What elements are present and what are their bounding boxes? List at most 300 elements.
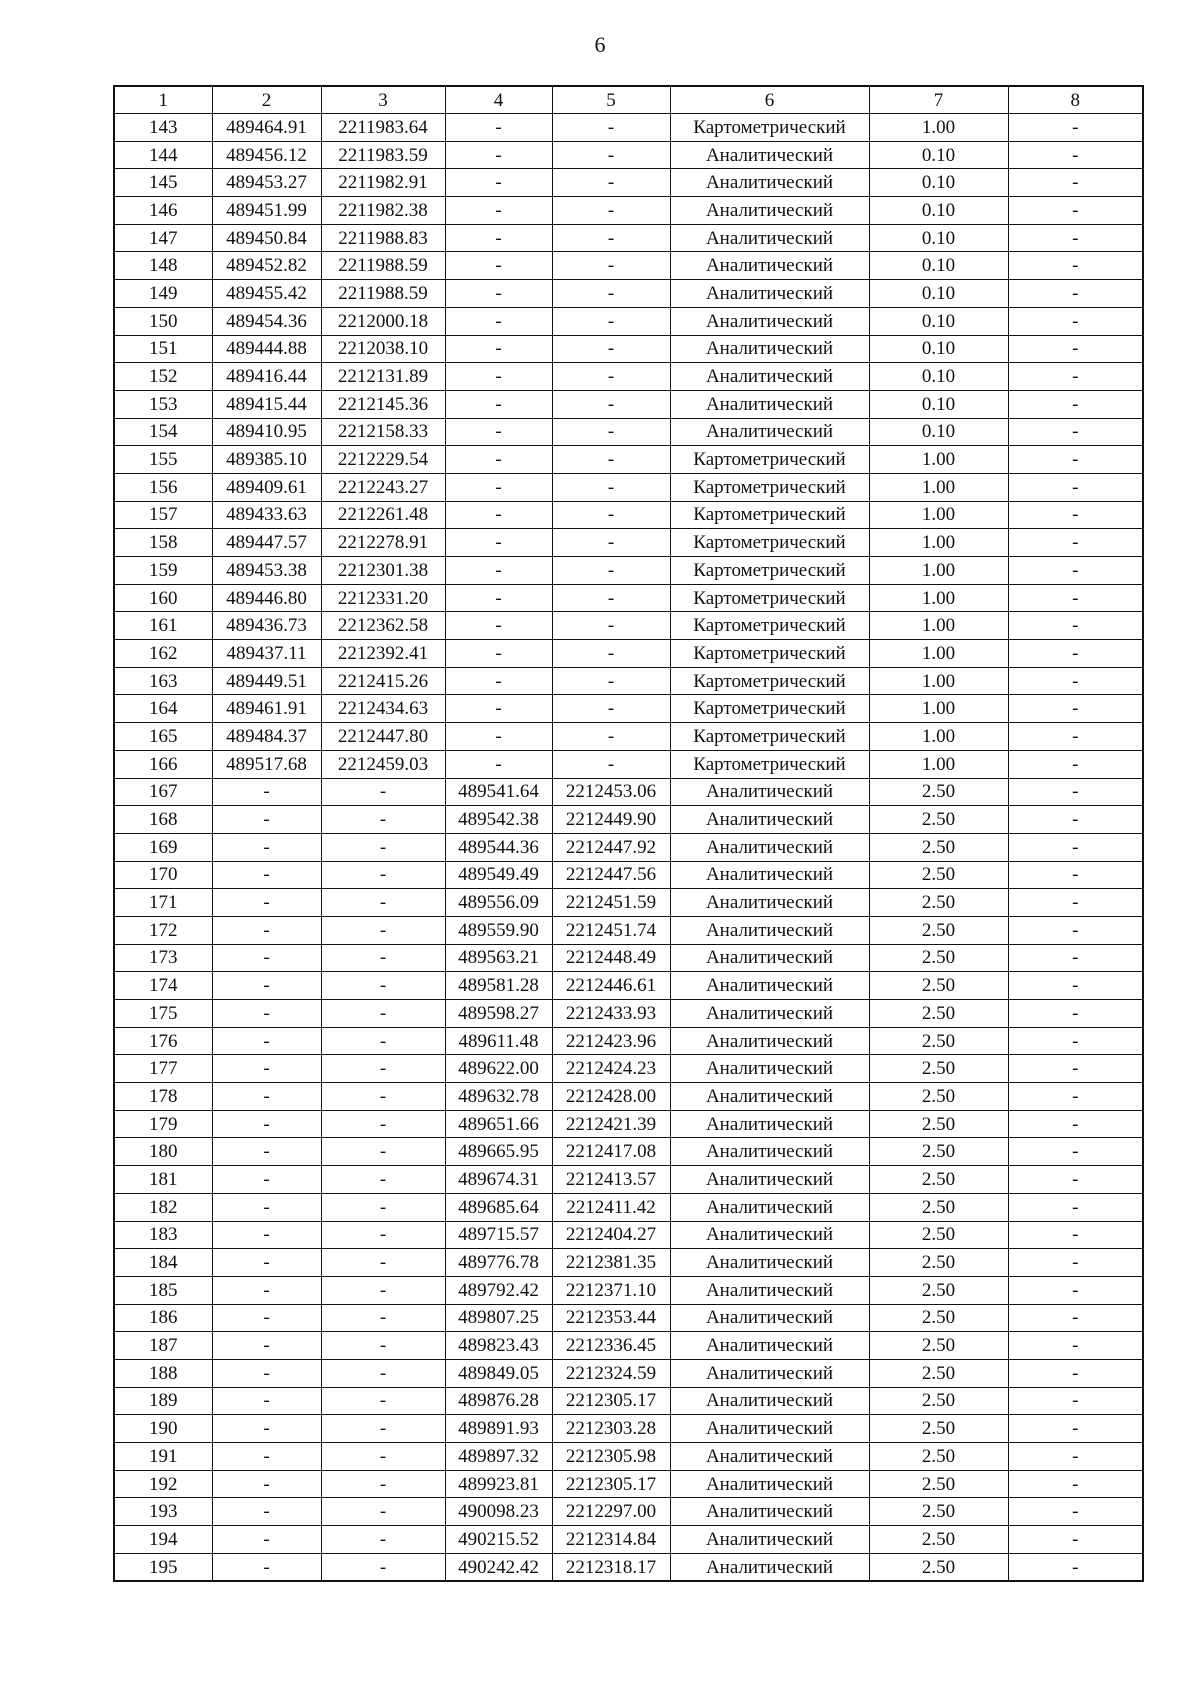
x-new-cell: 489665.95 — [445, 1138, 552, 1166]
y-cell: - — [321, 1055, 445, 1083]
x-cell: 489410.95 — [212, 418, 321, 446]
point-number-cell: 158 — [114, 529, 212, 557]
accuracy-cell: 2.50 — [869, 1110, 1008, 1138]
table-row — [114, 1498, 1143, 1526]
x-new-cell: - — [445, 640, 552, 668]
y-new-cell: - — [552, 224, 670, 252]
method-cell: Картометрический — [670, 446, 869, 474]
x-cell: - — [212, 1000, 321, 1028]
method-cell: Аналитический — [670, 1415, 869, 1443]
method-cell: Картометрический — [670, 114, 869, 142]
table-row — [114, 418, 1143, 446]
method-cell: Картометрический — [670, 612, 869, 640]
y-new-cell: - — [552, 390, 670, 418]
table-row — [114, 667, 1143, 695]
y-new-cell: - — [552, 750, 670, 778]
point-number-cell: 143 — [114, 114, 212, 142]
y-new-cell: 2212305.98 — [552, 1443, 670, 1471]
x-new-cell: - — [445, 557, 552, 585]
x-new-cell: 489556.09 — [445, 889, 552, 917]
accuracy-cell: 2.50 — [869, 916, 1008, 944]
y-cell: - — [321, 1443, 445, 1471]
point-number-cell: 144 — [114, 141, 212, 169]
y-cell: - — [321, 861, 445, 889]
x-cell: - — [212, 1443, 321, 1471]
column-header-8: 8 — [1008, 86, 1143, 114]
x-new-cell: - — [445, 473, 552, 501]
accuracy-cell: 2.50 — [869, 972, 1008, 1000]
table-row — [114, 529, 1143, 557]
x-new-cell: 489849.05 — [445, 1359, 552, 1387]
table-row — [114, 114, 1143, 142]
x-new-cell: 490242.42 — [445, 1553, 552, 1581]
x-cell: - — [212, 889, 321, 917]
y-cell: - — [321, 1083, 445, 1111]
method-cell: Аналитический — [670, 363, 869, 391]
x-cell: 489453.38 — [212, 557, 321, 585]
x-new-cell: - — [445, 418, 552, 446]
method-cell: Картометрический — [670, 667, 869, 695]
table-row — [114, 141, 1143, 169]
method-cell: Аналитический — [670, 1055, 869, 1083]
accuracy-cell: 1.00 — [869, 501, 1008, 529]
accuracy-cell: 0.10 — [869, 280, 1008, 308]
point-number-cell: 154 — [114, 418, 212, 446]
y-cell: 2211988.59 — [321, 252, 445, 280]
column-header-5: 5 — [552, 86, 670, 114]
y-cell: 2212434.63 — [321, 695, 445, 723]
method-cell: Аналитический — [670, 224, 869, 252]
method-cell: Картометрический — [670, 723, 869, 751]
point-number-cell: 178 — [114, 1083, 212, 1111]
x-new-cell: 489891.93 — [445, 1415, 552, 1443]
table-row — [114, 972, 1143, 1000]
accuracy-cell: 0.10 — [869, 197, 1008, 225]
table-row — [114, 1110, 1143, 1138]
y-cell: - — [321, 1498, 445, 1526]
method-cell: Картометрический — [670, 557, 869, 585]
table-row — [114, 280, 1143, 308]
y-new-cell: - — [552, 307, 670, 335]
description-cell: - — [1008, 169, 1143, 197]
point-number-cell: 188 — [114, 1359, 212, 1387]
x-new-cell: - — [445, 446, 552, 474]
table-row — [114, 889, 1143, 917]
y-new-cell: - — [552, 114, 670, 142]
x-new-cell: 489632.78 — [445, 1083, 552, 1111]
accuracy-cell: 2.50 — [869, 1470, 1008, 1498]
x-new-cell: - — [445, 141, 552, 169]
point-number-cell: 173 — [114, 944, 212, 972]
x-cell: 489456.12 — [212, 141, 321, 169]
y-new-cell: 2212446.61 — [552, 972, 670, 1000]
x-cell: - — [212, 972, 321, 1000]
point-number-cell: 169 — [114, 833, 212, 861]
accuracy-cell: 1.00 — [869, 667, 1008, 695]
method-cell: Аналитический — [670, 972, 869, 1000]
accuracy-cell: 0.10 — [869, 169, 1008, 197]
accuracy-cell: 2.50 — [869, 1276, 1008, 1304]
y-cell: - — [321, 1526, 445, 1554]
method-cell: Аналитический — [670, 390, 869, 418]
x-cell: - — [212, 1193, 321, 1221]
y-cell: 2212459.03 — [321, 750, 445, 778]
y-new-cell: 2212305.17 — [552, 1470, 670, 1498]
x-new-cell: 489715.57 — [445, 1221, 552, 1249]
column-header-7: 7 — [869, 86, 1008, 114]
method-cell: Аналитический — [670, 1387, 869, 1415]
point-number-cell: 175 — [114, 1000, 212, 1028]
y-new-cell: 2212417.08 — [552, 1138, 670, 1166]
accuracy-cell: 2.50 — [869, 1055, 1008, 1083]
method-cell: Аналитический — [670, 1553, 869, 1581]
point-number-cell: 147 — [114, 224, 212, 252]
point-number-cell: 148 — [114, 252, 212, 280]
point-number-cell: 163 — [114, 667, 212, 695]
point-number-cell: 155 — [114, 446, 212, 474]
point-number-cell: 190 — [114, 1415, 212, 1443]
y-cell: - — [321, 1027, 445, 1055]
table-row — [114, 1526, 1143, 1554]
point-number-cell: 159 — [114, 557, 212, 585]
table-header-row — [114, 86, 1143, 114]
x-new-cell: - — [445, 584, 552, 612]
y-new-cell: - — [552, 584, 670, 612]
method-cell: Картометрический — [670, 501, 869, 529]
table-row — [114, 1249, 1143, 1277]
accuracy-cell: 1.00 — [869, 584, 1008, 612]
method-cell: Аналитический — [670, 1138, 869, 1166]
point-number-cell: 145 — [114, 169, 212, 197]
accuracy-cell: 1.00 — [869, 640, 1008, 668]
description-cell: - — [1008, 1249, 1143, 1277]
table-row — [114, 750, 1143, 778]
y-cell: 2212362.58 — [321, 612, 445, 640]
accuracy-cell: 2.50 — [869, 778, 1008, 806]
x-new-cell: - — [445, 307, 552, 335]
y-new-cell: 2212413.57 — [552, 1166, 670, 1194]
method-cell: Аналитический — [670, 1332, 869, 1360]
y-new-cell: 2212433.93 — [552, 1000, 670, 1028]
x-new-cell: 489611.48 — [445, 1027, 552, 1055]
accuracy-cell: 1.00 — [869, 529, 1008, 557]
x-new-cell: - — [445, 169, 552, 197]
description-cell: - — [1008, 1166, 1143, 1194]
accuracy-cell: 1.00 — [869, 446, 1008, 474]
accuracy-cell: 2.50 — [869, 1387, 1008, 1415]
x-cell: - — [212, 1359, 321, 1387]
accuracy-cell: 2.50 — [869, 833, 1008, 861]
page-number: 6 — [594, 32, 606, 57]
y-cell: 2212243.27 — [321, 473, 445, 501]
table-row — [114, 806, 1143, 834]
method-cell: Аналитический — [670, 861, 869, 889]
y-new-cell: - — [552, 667, 670, 695]
description-cell: - — [1008, 197, 1143, 225]
y-new-cell: - — [552, 529, 670, 557]
y-new-cell: 2212453.06 — [552, 778, 670, 806]
x-new-cell: - — [445, 363, 552, 391]
method-cell: Аналитический — [670, 1083, 869, 1111]
point-number-cell: 183 — [114, 1221, 212, 1249]
description-cell: - — [1008, 723, 1143, 751]
method-cell: Аналитический — [670, 1304, 869, 1332]
x-new-cell: 489651.66 — [445, 1110, 552, 1138]
x-cell: - — [212, 778, 321, 806]
table-row — [114, 446, 1143, 474]
description-cell: - — [1008, 640, 1143, 668]
y-new-cell: - — [552, 280, 670, 308]
description-cell: - — [1008, 473, 1143, 501]
column-header-6: 6 — [670, 86, 869, 114]
table-row — [114, 833, 1143, 861]
accuracy-cell: 0.10 — [869, 418, 1008, 446]
table-row — [114, 916, 1143, 944]
description-cell: - — [1008, 889, 1143, 917]
y-cell: - — [321, 1332, 445, 1360]
x-cell: - — [212, 944, 321, 972]
table-row — [114, 1359, 1143, 1387]
x-cell: 489454.36 — [212, 307, 321, 335]
y-new-cell: - — [552, 335, 670, 363]
table-row — [114, 501, 1143, 529]
x-new-cell: 490098.23 — [445, 1498, 552, 1526]
description-cell: - — [1008, 584, 1143, 612]
y-cell: 2211982.38 — [321, 197, 445, 225]
point-number-cell: 194 — [114, 1526, 212, 1554]
x-cell: - — [212, 1249, 321, 1277]
x-cell: - — [212, 1304, 321, 1332]
x-new-cell: 489542.38 — [445, 806, 552, 834]
table-row — [114, 390, 1143, 418]
table-row — [114, 861, 1143, 889]
column-header-4: 4 — [445, 86, 552, 114]
y-cell: 2212229.54 — [321, 446, 445, 474]
y-new-cell: 2212421.39 — [552, 1110, 670, 1138]
x-cell: - — [212, 1415, 321, 1443]
x-cell: - — [212, 1498, 321, 1526]
point-number-cell: 156 — [114, 473, 212, 501]
x-cell: - — [212, 1470, 321, 1498]
method-cell: Картометрический — [670, 584, 869, 612]
point-number-cell: 193 — [114, 1498, 212, 1526]
accuracy-cell: 2.50 — [869, 1526, 1008, 1554]
point-number-cell: 171 — [114, 889, 212, 917]
method-cell: Картометрический — [670, 640, 869, 668]
x-cell: 489452.82 — [212, 252, 321, 280]
y-new-cell: 2212318.17 — [552, 1553, 670, 1581]
y-new-cell: - — [552, 252, 670, 280]
x-new-cell: - — [445, 529, 552, 557]
y-cell: - — [321, 1276, 445, 1304]
method-cell: Аналитический — [670, 197, 869, 225]
point-number-cell: 176 — [114, 1027, 212, 1055]
description-cell: - — [1008, 363, 1143, 391]
table-row — [114, 1027, 1143, 1055]
x-new-cell: 489776.78 — [445, 1249, 552, 1277]
table-row — [114, 335, 1143, 363]
description-cell: - — [1008, 252, 1143, 280]
x-cell: - — [212, 1138, 321, 1166]
point-number-cell: 186 — [114, 1304, 212, 1332]
description-cell: - — [1008, 778, 1143, 806]
y-cell: - — [321, 1359, 445, 1387]
method-cell: Аналитический — [670, 944, 869, 972]
table-row — [114, 557, 1143, 585]
x-cell: - — [212, 1526, 321, 1554]
table-row — [114, 612, 1143, 640]
description-cell: - — [1008, 695, 1143, 723]
y-cell: 2212261.48 — [321, 501, 445, 529]
accuracy-cell: 2.50 — [869, 1332, 1008, 1360]
point-number-cell: 170 — [114, 861, 212, 889]
y-new-cell: 2212324.59 — [552, 1359, 670, 1387]
x-new-cell: 489581.28 — [445, 972, 552, 1000]
description-cell: - — [1008, 529, 1143, 557]
y-new-cell: - — [552, 557, 670, 585]
description-cell: - — [1008, 390, 1143, 418]
y-cell: 2211983.64 — [321, 114, 445, 142]
accuracy-cell: 1.00 — [869, 114, 1008, 142]
point-number-cell: 187 — [114, 1332, 212, 1360]
description-cell: - — [1008, 833, 1143, 861]
method-cell: Аналитический — [670, 252, 869, 280]
y-new-cell: 2212371.10 — [552, 1276, 670, 1304]
y-new-cell: 2212447.56 — [552, 861, 670, 889]
method-cell: Аналитический — [670, 280, 869, 308]
accuracy-cell: 0.10 — [869, 224, 1008, 252]
y-new-cell: 2212451.59 — [552, 889, 670, 917]
x-cell: - — [212, 1276, 321, 1304]
x-new-cell: 489541.64 — [445, 778, 552, 806]
table-row — [114, 1470, 1143, 1498]
point-number-cell: 165 — [114, 723, 212, 751]
y-cell: 2212331.20 — [321, 584, 445, 612]
y-new-cell: 2212411.42 — [552, 1193, 670, 1221]
x-new-cell: - — [445, 723, 552, 751]
accuracy-cell: 2.50 — [869, 1249, 1008, 1277]
y-new-cell: 2212314.84 — [552, 1526, 670, 1554]
x-new-cell: 489685.64 — [445, 1193, 552, 1221]
y-cell: 2212131.89 — [321, 363, 445, 391]
description-cell: - — [1008, 861, 1143, 889]
x-cell: 489453.27 — [212, 169, 321, 197]
table-row — [114, 1221, 1143, 1249]
point-number-cell: 161 — [114, 612, 212, 640]
point-number-cell: 152 — [114, 363, 212, 391]
description-cell: - — [1008, 307, 1143, 335]
y-new-cell: - — [552, 501, 670, 529]
x-cell: - — [212, 1387, 321, 1415]
method-cell: Аналитический — [670, 1470, 869, 1498]
method-cell: Аналитический — [670, 1166, 869, 1194]
method-cell: Аналитический — [670, 169, 869, 197]
y-cell: - — [321, 1553, 445, 1581]
y-cell: - — [321, 1000, 445, 1028]
method-cell: Аналитический — [670, 307, 869, 335]
y-new-cell: 2212381.35 — [552, 1249, 670, 1277]
y-new-cell: 2212447.92 — [552, 833, 670, 861]
x-new-cell: - — [445, 114, 552, 142]
y-cell: - — [321, 778, 445, 806]
accuracy-cell: 2.50 — [869, 1304, 1008, 1332]
y-cell: 2212415.26 — [321, 667, 445, 695]
point-number-cell: 177 — [114, 1055, 212, 1083]
x-new-cell: 489807.25 — [445, 1304, 552, 1332]
x-new-cell: - — [445, 224, 552, 252]
description-cell: - — [1008, 280, 1143, 308]
y-new-cell: 2212451.74 — [552, 916, 670, 944]
y-new-cell: - — [552, 723, 670, 751]
method-cell: Аналитический — [670, 1526, 869, 1554]
x-new-cell: 489792.42 — [445, 1276, 552, 1304]
y-new-cell: 2212448.49 — [552, 944, 670, 972]
x-cell: 489409.61 — [212, 473, 321, 501]
accuracy-cell: 0.10 — [869, 141, 1008, 169]
accuracy-cell: 2.50 — [869, 1027, 1008, 1055]
table-row — [114, 778, 1143, 806]
y-cell: - — [321, 944, 445, 972]
point-number-cell: 153 — [114, 390, 212, 418]
accuracy-cell: 0.10 — [869, 363, 1008, 391]
x-new-cell: - — [445, 390, 552, 418]
method-cell: Аналитический — [670, 1249, 869, 1277]
y-cell: - — [321, 1470, 445, 1498]
point-number-cell: 191 — [114, 1443, 212, 1471]
table-row — [114, 1415, 1143, 1443]
description-cell: - — [1008, 224, 1143, 252]
x-cell: 489415.44 — [212, 390, 321, 418]
x-cell: - — [212, 833, 321, 861]
description-cell: - — [1008, 335, 1143, 363]
x-new-cell: - — [445, 501, 552, 529]
description-cell: - — [1008, 1498, 1143, 1526]
x-cell: 489385.10 — [212, 446, 321, 474]
point-number-cell: 195 — [114, 1553, 212, 1581]
accuracy-cell: 1.00 — [869, 695, 1008, 723]
accuracy-cell: 2.50 — [869, 1193, 1008, 1221]
y-cell: - — [321, 806, 445, 834]
table-row — [114, 1138, 1143, 1166]
method-cell: Аналитический — [670, 1276, 869, 1304]
x-new-cell: 489598.27 — [445, 1000, 552, 1028]
y-new-cell: - — [552, 612, 670, 640]
x-cell: - — [212, 1221, 321, 1249]
point-number-cell: 192 — [114, 1470, 212, 1498]
table-row — [114, 1000, 1143, 1028]
description-cell: - — [1008, 1359, 1143, 1387]
x-new-cell: - — [445, 335, 552, 363]
x-new-cell: 489823.43 — [445, 1332, 552, 1360]
accuracy-cell: 0.10 — [869, 390, 1008, 418]
description-cell: - — [1008, 114, 1143, 142]
x-new-cell: - — [445, 667, 552, 695]
point-number-cell: 146 — [114, 197, 212, 225]
y-new-cell: 2212404.27 — [552, 1221, 670, 1249]
y-cell: - — [321, 916, 445, 944]
x-cell: 489464.91 — [212, 114, 321, 142]
description-cell: - — [1008, 1443, 1143, 1471]
point-number-cell: 182 — [114, 1193, 212, 1221]
point-number-cell: 150 — [114, 307, 212, 335]
x-new-cell: 489897.32 — [445, 1443, 552, 1471]
table-row — [114, 169, 1143, 197]
y-cell: 2212278.91 — [321, 529, 445, 557]
table-row — [114, 1193, 1143, 1221]
y-new-cell: - — [552, 446, 670, 474]
point-number-cell: 179 — [114, 1110, 212, 1138]
y-new-cell: - — [552, 141, 670, 169]
